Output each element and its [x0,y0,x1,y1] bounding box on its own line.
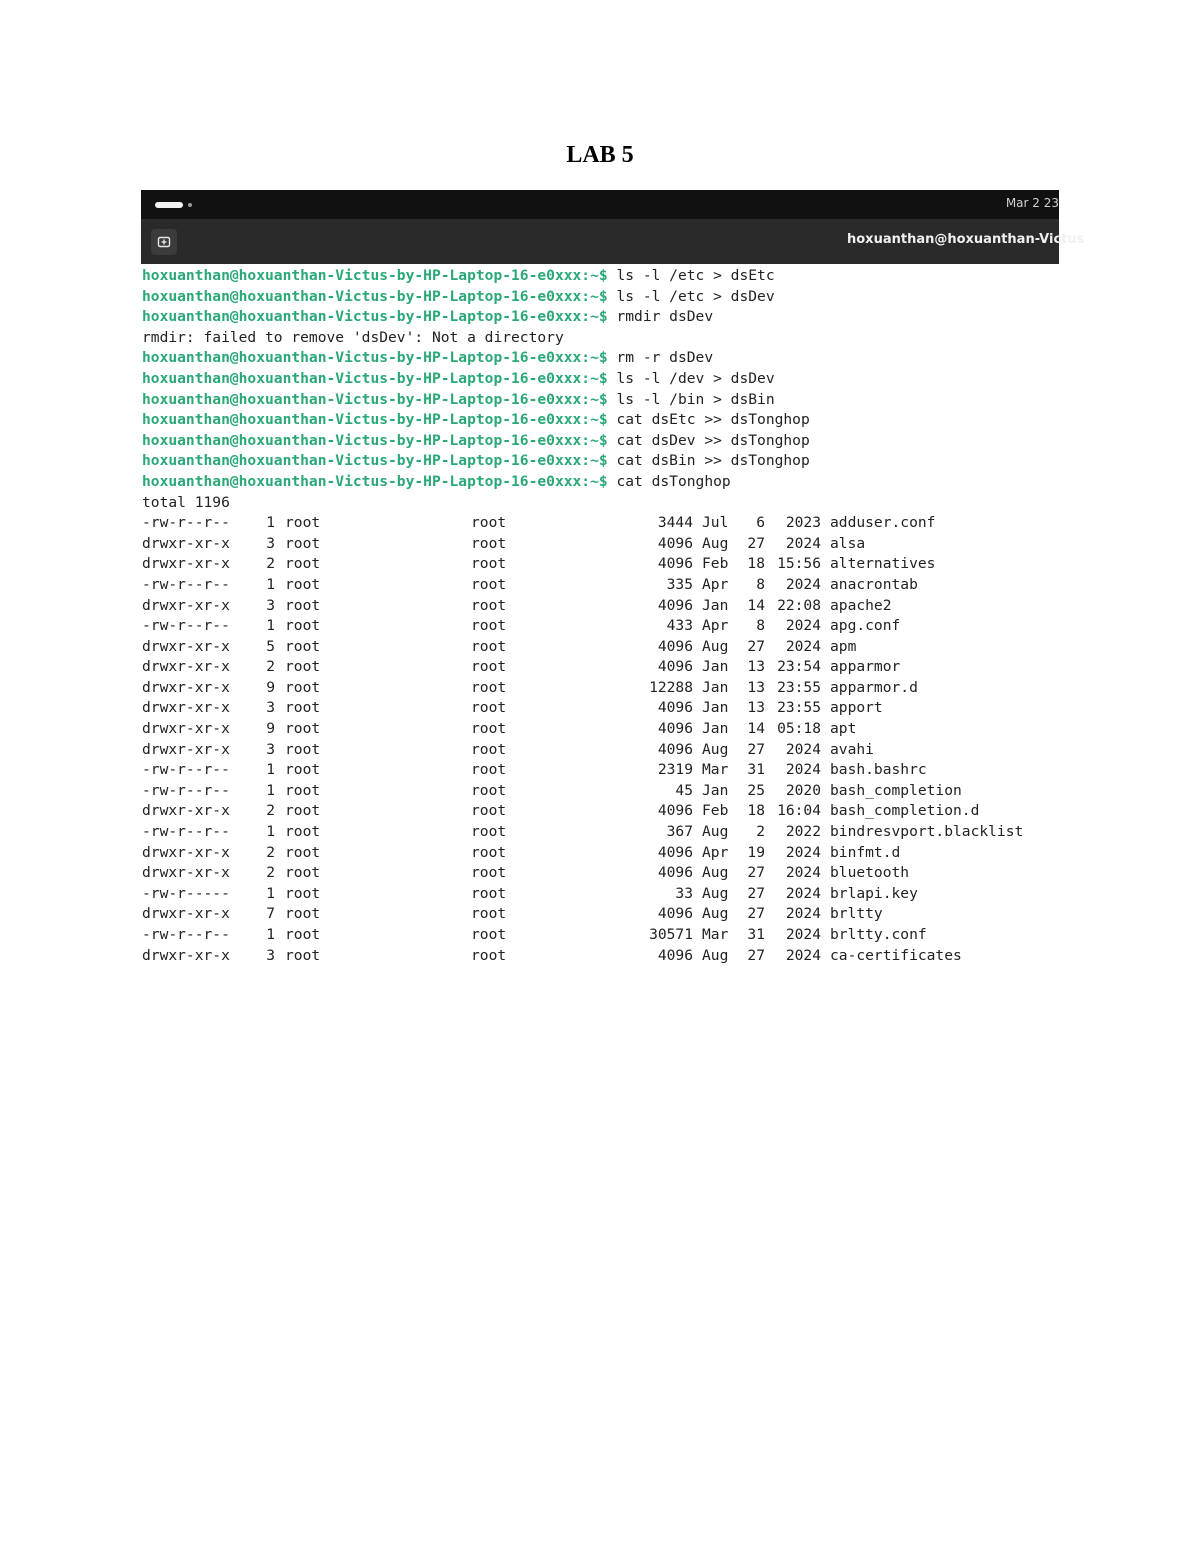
command-line [142,348,1059,369]
permissions: -rw-r----- [142,884,230,902]
command-line [142,472,1059,493]
link-count: 1 [266,823,275,841]
listing-row [142,740,1059,761]
mod-month: Aug [702,905,729,923]
new-tab-icon [157,235,171,249]
workspace-indicator-active[interactable] [155,202,183,208]
link-count: 1 [266,514,275,532]
mod-month: Aug [702,637,729,655]
mod-month: Aug [702,823,729,841]
file-size: 4096 [657,699,693,717]
group: root [471,575,507,593]
mod-day: 13 [747,699,765,717]
mod-day: 25 [747,781,765,799]
file-size: 335 [666,575,693,593]
mod-day: 6 [756,514,765,532]
owner: root [285,596,321,614]
listing-row [142,534,1059,555]
permissions: drwxr-xr-x [142,864,230,882]
mod-month: Aug [702,740,729,758]
mod-day: 27 [747,884,765,902]
command-line [142,266,1059,287]
owner: root [285,699,321,717]
file-size: 4096 [657,843,693,861]
listing-row [142,678,1059,699]
file-size: 3444 [657,514,693,532]
mod-day: 14 [747,596,765,614]
command-text: cat dsTonghop [607,472,731,490]
terminal-titlebar [141,219,1085,264]
owner: root [285,720,321,738]
owner: root [285,740,321,758]
file-name: ca-certificates [830,946,962,964]
shell-prompt: hoxuanthan@hoxuanthan-Victus-by-HP-Laptop-16-e0xxx:~$ [142,431,608,449]
mod-day: 27 [747,905,765,923]
file-size: 4096 [657,864,693,882]
command-text: ls -l /bin > dsBin [607,390,775,408]
link-count: 2 [266,802,275,820]
file-size: 433 [666,617,693,635]
mod-time: 2024 [785,761,821,779]
link-count: 9 [266,678,275,696]
file-name: binfmt.d [830,843,901,861]
permissions: drwxr-xr-x [142,802,230,820]
group: root [471,802,507,820]
group: root [471,555,507,573]
permissions: drwxr-xr-x [142,699,230,717]
command-text: rm -r dsDev [607,349,714,367]
mod-time: 2024 [785,926,821,943]
owner: root [285,575,321,593]
owner: root [285,823,321,841]
listing-row [142,554,1059,575]
file-name: alternatives [830,555,936,573]
mod-day: 31 [747,926,765,943]
link-count: 3 [266,699,275,717]
owner: root [285,884,321,902]
owner: root [285,555,321,573]
listing-row [142,657,1059,678]
file-name: bluetooth [830,864,910,882]
link-count: 1 [266,617,275,635]
command-text: ls -l /etc > dsDev [607,287,775,305]
file-name: alsa [830,534,866,552]
mod-day: 27 [747,946,765,964]
shell-prompt: hoxuanthan@hoxuanthan-Victus-by-HP-Laptop-16-e0xxx:~$ [142,369,608,387]
mod-month: Mar [702,761,729,779]
owner: root [285,534,321,552]
permissions: -rw-r--r-- [142,617,230,635]
shell-prompt: hoxuanthan@hoxuanthan-Victus-by-HP-Laptop-16-e0xxx:~$ [142,267,608,284]
link-count: 1 [266,575,275,593]
listing-row [142,946,1059,967]
link-count: 7 [266,905,275,923]
file-name: apparmor.d [830,678,918,696]
mod-day: 19 [747,843,765,861]
file-size: 45 [675,781,693,799]
owner: root [285,617,321,635]
listing-row [142,513,1059,534]
group: root [471,884,507,902]
mod-month: Feb [702,555,729,573]
listing-row [142,596,1059,617]
listing-row [142,904,1059,925]
file-size: 367 [666,823,693,841]
mod-month: Jan [702,596,729,614]
file-name: bindresvport.blacklist [830,823,1024,841]
group: root [471,761,507,779]
system-topbar [141,190,1059,219]
topbar-clock[interactable]: Mar 2 23 [1005,196,1059,210]
owner: root [285,637,321,655]
link-count: 3 [266,534,275,552]
command-text: cat dsBin >> dsTonghop [607,452,810,470]
shell-prompt: hoxuanthan@hoxuanthan-Victus-by-HP-Laptop-16-e0xxx:~$ [142,287,608,305]
mod-day: 18 [747,802,765,820]
group: root [471,534,507,552]
mod-time: 2024 [785,534,821,552]
group: root [471,823,507,841]
mod-time: 2020 [785,781,821,799]
mod-month: Feb [702,802,729,820]
link-count: 3 [266,740,275,758]
permissions: drwxr-xr-x [142,555,230,573]
mod-month: Aug [702,884,729,902]
group: root [471,596,507,614]
command-line [142,451,1059,472]
command-text: ls -l /etc > dsEtc [607,267,775,284]
owner: root [285,946,321,964]
mod-month: Aug [702,946,729,964]
mod-day: 13 [747,658,765,676]
link-count: 5 [266,637,275,655]
mod-time: 2024 [785,575,821,593]
file-name: apm [830,637,857,655]
owner: root [285,843,321,861]
link-count: 3 [266,596,275,614]
permissions: -rw-r--r-- [142,926,230,943]
command-line [142,287,1059,308]
mod-month: Aug [702,534,729,552]
mod-time: 2024 [785,905,821,923]
file-name: bash.bashrc [830,761,927,779]
group: root [471,637,507,655]
permissions: drwxr-xr-x [142,720,230,738]
group: root [471,946,507,964]
workspace-indicator-dot[interactable] [188,203,192,207]
file-size: 12288 [649,678,693,696]
mod-time: 23:55 [777,699,821,717]
mod-month: Jan [702,658,729,676]
mod-time: 2024 [785,864,821,882]
file-name: bash_completion.d [830,802,980,820]
mod-time: 16:04 [777,802,821,820]
group: root [471,740,507,758]
mod-day: 27 [747,864,765,882]
group: root [471,514,507,532]
file-size: 33 [675,884,693,902]
mod-time: 23:55 [777,678,821,696]
owner: root [285,658,321,676]
listing-row [142,843,1059,864]
mod-month: Jul [702,514,729,532]
owner: root [285,802,321,820]
mod-time: 2024 [785,617,821,635]
listing-row [142,637,1059,658]
file-size: 4096 [657,905,693,923]
permissions: drwxr-xr-x [142,596,230,614]
file-name: avahi [830,740,874,758]
mod-day: 27 [747,740,765,758]
mod-month: Jan [702,720,729,738]
mod-time: 15:56 [777,555,821,573]
listing-row [142,719,1059,740]
mod-day: 2 [756,823,765,841]
link-count: 3 [266,946,275,964]
permissions: drwxr-xr-x [142,678,230,696]
owner: root [285,761,321,779]
file-size: 4096 [657,802,693,820]
group: root [471,926,507,943]
mod-time: 2024 [785,637,821,655]
permissions: -rw-r--r-- [142,514,230,532]
file-size: 4096 [657,534,693,552]
link-count: 2 [266,843,275,861]
file-name: brlapi.key [830,884,918,902]
owner: root [285,781,321,799]
link-count: 1 [266,926,275,943]
mod-day: 27 [747,534,765,552]
permissions: drwxr-xr-x [142,843,230,861]
command-output [142,328,1059,349]
file-name: apache2 [830,596,892,614]
group: root [471,720,507,738]
permissions: drwxr-xr-x [142,905,230,923]
listing-row [142,863,1059,884]
file-size: 4096 [657,658,693,676]
group: root [471,781,507,799]
owner: root [285,678,321,696]
owner: root [285,864,321,882]
mod-day: 13 [747,678,765,696]
link-count: 1 [266,884,275,902]
document-title: LAB 5 [566,142,634,168]
file-name: brltty.conf [830,926,927,943]
file-size: 4096 [657,596,693,614]
window-title: hoxuanthan@hoxuanthan-Victus [847,232,1085,247]
mod-day: 8 [756,617,765,635]
group: root [471,658,507,676]
permissions: drwxr-xr-x [142,658,230,676]
listing-row [142,884,1059,905]
link-count: 9 [266,720,275,738]
file-size: 30571 [649,926,693,943]
file-name: brltty [830,905,883,923]
group: root [471,843,507,861]
command-text: cat dsDev >> dsTonghop [607,431,810,449]
link-count: 1 [266,781,275,799]
file-name: apport [830,699,883,717]
mod-time: 2024 [785,740,821,758]
command-text: rmdir dsDev [607,308,714,326]
new-tab-button[interactable] [151,229,177,255]
shell-prompt: hoxuanthan@hoxuanthan-Victus-by-HP-Laptop-16-e0xxx:~$ [142,349,608,367]
group: root [471,678,507,696]
group: root [471,699,507,717]
file-name: anacrontab [830,575,918,593]
listing-row [142,575,1059,596]
listing-row [142,616,1059,637]
mod-time: 2024 [785,843,821,861]
shell-prompt: hoxuanthan@hoxuanthan-Victus-by-HP-Laptop-16-e0xxx:~$ [142,390,608,408]
group: root [471,864,507,882]
terminal-output[interactable] [142,266,1059,966]
permissions: -rw-r--r-- [142,823,230,841]
file-name: adduser.conf [830,514,936,532]
link-count: 2 [266,555,275,573]
permissions: -rw-r--r-- [142,781,230,799]
terminal-screenshot [141,190,1085,972]
command-line [142,410,1059,431]
mod-time: 22:08 [777,596,821,614]
command-line [142,431,1059,452]
shell-prompt: hoxuanthan@hoxuanthan-Victus-by-HP-Laptop-16-e0xxx:~$ [142,411,608,429]
mod-day: 31 [747,761,765,779]
command-text: ls -l /dev > dsDev [607,369,775,387]
link-count: 2 [266,864,275,882]
link-count: 2 [266,658,275,676]
mod-time: 2023 [785,514,821,532]
mod-time: 2024 [785,884,821,902]
command-line [142,390,1059,411]
mod-month: Apr [702,575,729,593]
owner: root [285,926,321,943]
permissions: -rw-r--r-- [142,761,230,779]
listing-total: total 1196 [142,493,230,511]
permissions: -rw-r--r-- [142,575,230,593]
mod-time: 2024 [785,946,821,964]
mod-month: Apr [702,843,729,861]
mod-month: Mar [702,926,729,943]
file-size: 4096 [657,720,693,738]
file-size: 4096 [657,637,693,655]
shell-prompt: hoxuanthan@hoxuanthan-Victus-by-HP-Laptop-16-e0xxx:~$ [142,308,608,326]
command-line [142,369,1059,390]
listing-row [142,822,1059,843]
file-name: apt [830,720,857,738]
owner: root [285,514,321,532]
group: root [471,617,507,635]
mod-day: 8 [756,575,765,593]
mod-month: Jan [702,781,729,799]
link-count: 1 [266,761,275,779]
shell-prompt: hoxuanthan@hoxuanthan-Victus-by-HP-Laptop-16-e0xxx:~$ [142,472,608,490]
mod-day: 18 [747,555,765,573]
group: root [471,905,507,923]
file-size: 4096 [657,946,693,964]
mod-time: 05:18 [777,720,821,738]
permissions: drwxr-xr-x [142,946,230,964]
mod-month: Jan [702,699,729,717]
owner: root [285,905,321,923]
mod-time: 23:54 [777,658,821,676]
file-name: apg.conf [830,617,901,635]
file-name: apparmor [830,658,901,676]
file-size: 2319 [657,761,693,779]
listing-row [142,760,1059,781]
command-line [142,307,1059,328]
file-name: bash_completion [830,781,962,799]
command-text: cat dsEtc >> dsTonghop [607,411,810,429]
mod-month: Apr [702,617,729,635]
permissions: drwxr-xr-x [142,534,230,552]
output-text: rmdir: failed to remove 'dsDev': Not a directory [142,328,564,346]
shell-prompt: hoxuanthan@hoxuanthan-Victus-by-HP-Laptop-16-e0xxx:~$ [142,452,608,470]
listing-row [142,781,1059,802]
mod-day: 14 [747,720,765,738]
permissions: drwxr-xr-x [142,740,230,758]
listing-row [142,801,1059,822]
listing-row [142,925,1059,946]
mod-month: Aug [702,864,729,882]
mod-time: 2022 [785,823,821,841]
permissions: drwxr-xr-x [142,637,230,655]
mod-day: 27 [747,637,765,655]
file-size: 4096 [657,555,693,573]
listing-row [142,698,1059,719]
mod-month: Jan [702,678,729,696]
file-size: 4096 [657,740,693,758]
